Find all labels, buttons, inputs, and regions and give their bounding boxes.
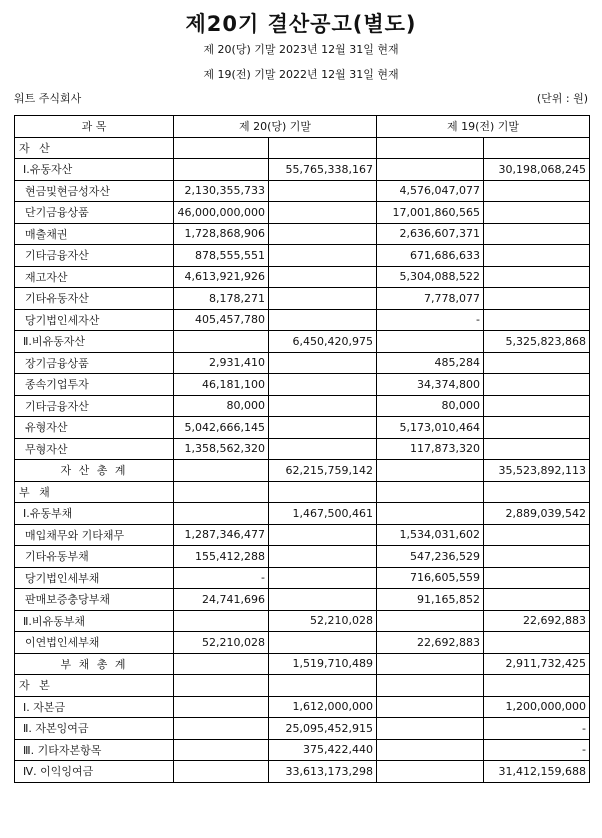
row-label: 자 산 총 계 (15, 460, 174, 482)
prior-detail-value: - (377, 309, 484, 331)
current-detail-value (174, 718, 269, 740)
prior-total-value (484, 374, 590, 396)
current-total-value (269, 632, 377, 654)
current-total-value (269, 223, 377, 245)
row-label: Ⅱ.비유동부채 (15, 610, 174, 632)
current-total-value: 25,095,452,915 (269, 718, 377, 740)
current-detail-value (174, 739, 269, 761)
table-row (15, 567, 590, 589)
prior-total-value: 30,198,068,245 (484, 159, 590, 181)
period-prior: 제 19(전) 기말 2022년 12월 31일 현재 (203, 68, 399, 81)
table-row (15, 739, 590, 761)
current-detail-value: 80,000 (174, 395, 269, 417)
current-detail-value (174, 481, 269, 503)
prior-total-value (484, 481, 590, 503)
current-detail-value (174, 696, 269, 718)
prior-total-value (484, 202, 590, 224)
prior-detail-value (377, 460, 484, 482)
row-label: 기타유동자산 (15, 288, 174, 310)
header-current: 제 20(당) 기말 (174, 116, 377, 138)
current-detail-value (174, 159, 269, 181)
prior-total-value (484, 632, 590, 654)
prior-detail-value (377, 653, 484, 675)
row-label: 부 채 총 계 (15, 653, 174, 675)
prior-total-value (484, 438, 590, 460)
current-detail-value (174, 137, 269, 159)
prior-detail-value: 1,534,031,602 (377, 524, 484, 546)
current-total-value: 1,612,000,000 (269, 696, 377, 718)
table-row (15, 675, 590, 697)
current-detail-value: - (174, 567, 269, 589)
table-row (15, 589, 590, 611)
prior-total-value (484, 352, 590, 374)
prior-total-value (484, 524, 590, 546)
current-detail-value: 24,741,696 (174, 589, 269, 611)
current-total-value (269, 546, 377, 568)
prior-total-value: - (484, 718, 590, 740)
prior-detail-value: 2,636,607,371 (377, 223, 484, 245)
prior-detail-value (377, 761, 484, 783)
prior-detail-value: 80,000 (377, 395, 484, 417)
table-row (15, 481, 590, 503)
row-label: 당기법인세자산 (15, 309, 174, 331)
current-total-value: 33,613,173,298 (269, 761, 377, 783)
table-row (15, 309, 590, 331)
table-row (15, 374, 590, 396)
current-total-value (269, 481, 377, 503)
row-label: 기타금융자산 (15, 395, 174, 417)
table-row (15, 761, 590, 783)
table-row (15, 395, 590, 417)
current-detail-value (174, 761, 269, 783)
current-total-value (269, 417, 377, 439)
current-detail-value: 5,042,666,145 (174, 417, 269, 439)
row-label: 자 본 (15, 675, 174, 697)
current-total-value (269, 137, 377, 159)
prior-detail-value: 485,284 (377, 352, 484, 374)
current-detail-value: 1,287,346,477 (174, 524, 269, 546)
current-detail-value: 46,181,100 (174, 374, 269, 396)
prior-detail-value (377, 610, 484, 632)
prior-total-value (484, 288, 590, 310)
row-label: 현금및현금성자산 (15, 180, 174, 202)
prior-total-value (484, 675, 590, 697)
table-row (15, 546, 590, 568)
unit-label: (단위 : 원) (536, 92, 588, 105)
current-detail-value (174, 503, 269, 525)
prior-detail-value: 5,173,010,464 (377, 417, 484, 439)
current-detail-value: 8,178,271 (174, 288, 269, 310)
prior-total-value: 35,523,892,113 (484, 460, 590, 482)
header-item: 과 목 (15, 116, 174, 138)
row-label: 이연법인세부채 (15, 632, 174, 654)
current-detail-value: 1,728,868,906 (174, 223, 269, 245)
prior-detail-value: 17,001,860,565 (377, 202, 484, 224)
prior-detail-value (377, 137, 484, 159)
prior-total-value (484, 589, 590, 611)
row-label: 단기금융상품 (15, 202, 174, 224)
current-total-value (269, 589, 377, 611)
prior-total-value (484, 395, 590, 417)
table-row (15, 610, 590, 632)
row-label: Ⅳ. 이익잉여금 (15, 761, 174, 783)
prior-total-value (484, 180, 590, 202)
prior-total-value (484, 309, 590, 331)
table-row (15, 524, 590, 546)
prior-detail-value (377, 503, 484, 525)
row-label: 매입채무와 기타채무 (15, 524, 174, 546)
table-row (15, 696, 590, 718)
row-label: 부 채 (15, 481, 174, 503)
row-label: 자 산 (15, 137, 174, 159)
prior-total-value: - (484, 739, 590, 761)
row-label: 종속기업투자 (15, 374, 174, 396)
prior-detail-value (377, 718, 484, 740)
table-row (15, 417, 590, 439)
prior-total-value: 1,200,000,000 (484, 696, 590, 718)
prior-detail-value (377, 739, 484, 761)
header-prior: 제 19(전) 기말 (377, 116, 590, 138)
page-title: 제20기 결산공고(별도) (185, 12, 417, 36)
table-row (15, 245, 590, 267)
prior-detail-value: 117,873,320 (377, 438, 484, 460)
row-label: 판매보증충당부채 (15, 589, 174, 611)
current-total-value: 1,519,710,489 (269, 653, 377, 675)
balance-sheet-table (14, 115, 590, 783)
table-row (15, 503, 590, 525)
current-total-value (269, 524, 377, 546)
row-label: 유형자산 (15, 417, 174, 439)
current-total-value: 1,467,500,461 (269, 503, 377, 525)
prior-total-value (484, 266, 590, 288)
table-header-row (15, 116, 590, 138)
prior-total-value: 2,911,732,425 (484, 653, 590, 675)
table-row (15, 632, 590, 654)
prior-detail-value: 671,686,633 (377, 245, 484, 267)
current-detail-value: 405,457,780 (174, 309, 269, 331)
current-detail-value (174, 460, 269, 482)
current-detail-value: 2,130,355,733 (174, 180, 269, 202)
current-detail-value (174, 653, 269, 675)
prior-detail-value (377, 159, 484, 181)
table-row (15, 718, 590, 740)
prior-detail-value: 7,778,077 (377, 288, 484, 310)
current-total-value: 55,765,338,167 (269, 159, 377, 181)
current-total-value (269, 288, 377, 310)
period-current: 제 20(당) 기말 2023년 12월 31일 현재 (203, 43, 399, 56)
current-total-value (269, 202, 377, 224)
row-label: 매출채권 (15, 223, 174, 245)
row-label: 장기금융상품 (15, 352, 174, 374)
table-row (15, 288, 590, 310)
table-row (15, 137, 590, 159)
row-label: 재고자산 (15, 266, 174, 288)
table-row (15, 266, 590, 288)
company-name: 워트 주식회사 (14, 92, 82, 105)
row-label: Ⅰ. 자본금 (15, 696, 174, 718)
row-label: Ⅰ.유동부채 (15, 503, 174, 525)
current-total-value (269, 245, 377, 267)
prior-detail-value: 34,374,800 (377, 374, 484, 396)
row-label: 당기법인세부채 (15, 567, 174, 589)
table-row (15, 223, 590, 245)
prior-total-value (484, 546, 590, 568)
row-label: 기타유동부채 (15, 546, 174, 568)
current-detail-value (174, 331, 269, 353)
current-total-value (269, 266, 377, 288)
table-row (15, 653, 590, 675)
current-detail-value: 1,358,562,320 (174, 438, 269, 460)
prior-detail-value: 716,605,559 (377, 567, 484, 589)
current-total-value (269, 309, 377, 331)
prior-total-value (484, 223, 590, 245)
prior-detail-value: 4,576,047,077 (377, 180, 484, 202)
prior-total-value (484, 567, 590, 589)
prior-total-value (484, 137, 590, 159)
current-total-value: 6,450,420,975 (269, 331, 377, 353)
current-detail-value: 4,613,921,926 (174, 266, 269, 288)
current-total-value (269, 180, 377, 202)
current-total-value: 375,422,440 (269, 739, 377, 761)
prior-total-value (484, 245, 590, 267)
prior-detail-value: 22,692,883 (377, 632, 484, 654)
row-label: Ⅱ.비유동자산 (15, 331, 174, 353)
current-detail-value (174, 610, 269, 632)
row-label: Ⅲ. 기타자본항목 (15, 739, 174, 761)
current-total-value (269, 567, 377, 589)
row-label: 무형자산 (15, 438, 174, 460)
table-row (15, 331, 590, 353)
prior-total-value: 31,412,159,688 (484, 761, 590, 783)
current-total-value (269, 374, 377, 396)
row-label: Ⅱ. 자본잉여금 (15, 718, 174, 740)
current-total-value (269, 675, 377, 697)
current-detail-value (174, 675, 269, 697)
current-total-value: 62,215,759,142 (269, 460, 377, 482)
prior-total-value: 2,889,039,542 (484, 503, 590, 525)
prior-total-value: 5,325,823,868 (484, 331, 590, 353)
table-row (15, 438, 590, 460)
table-row (15, 180, 590, 202)
current-detail-value: 155,412,288 (174, 546, 269, 568)
current-total-value (269, 438, 377, 460)
current-detail-value: 878,555,551 (174, 245, 269, 267)
row-label: Ⅰ.유동자산 (15, 159, 174, 181)
prior-detail-value: 5,304,088,522 (377, 266, 484, 288)
prior-detail-value (377, 481, 484, 503)
prior-detail-value (377, 331, 484, 353)
current-detail-value: 2,931,410 (174, 352, 269, 374)
current-total-value (269, 395, 377, 417)
prior-total-value: 22,692,883 (484, 610, 590, 632)
prior-detail-value (377, 675, 484, 697)
prior-detail-value: 547,236,529 (377, 546, 484, 568)
current-total-value: 52,210,028 (269, 610, 377, 632)
prior-detail-value: 91,165,852 (377, 589, 484, 611)
current-detail-value: 46,000,000,000 (174, 202, 269, 224)
table-row (15, 159, 590, 181)
row-label: 기타금융자산 (15, 245, 174, 267)
prior-detail-value (377, 696, 484, 718)
current-detail-value: 52,210,028 (174, 632, 269, 654)
table-row (15, 352, 590, 374)
table-row (15, 202, 590, 224)
prior-total-value (484, 417, 590, 439)
current-total-value (269, 352, 377, 374)
table-row (15, 460, 590, 482)
